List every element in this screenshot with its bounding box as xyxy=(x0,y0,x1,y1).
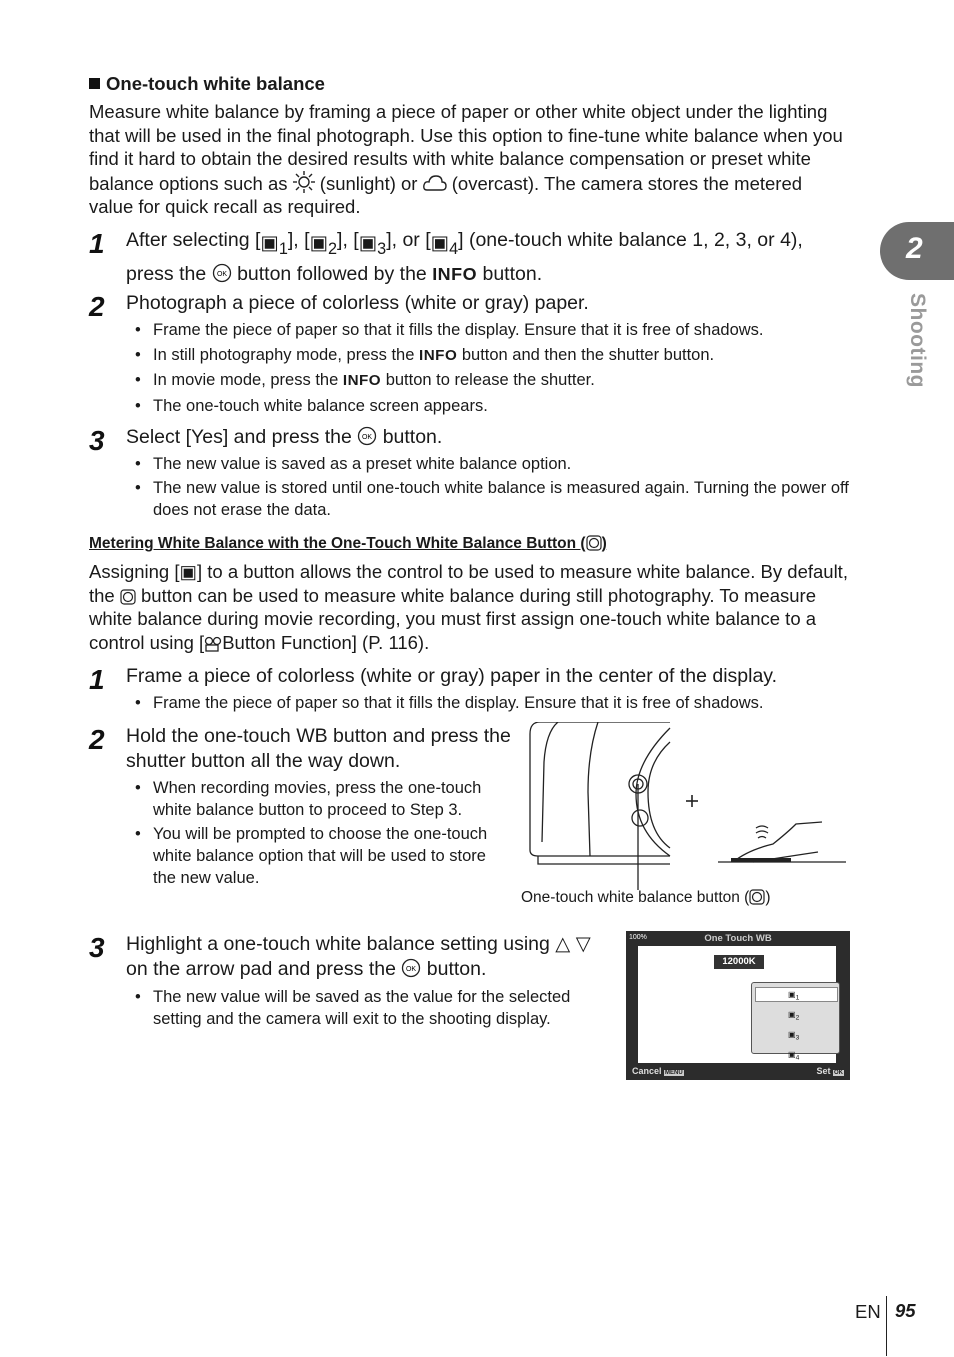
step-number: 3 xyxy=(89,932,105,963)
sunlight-icon xyxy=(293,171,315,193)
wb-one-touch-icon: $▣_4$ xyxy=(430,232,459,258)
wb-button-icon xyxy=(749,889,765,905)
sunlight-text: (sunlight) or xyxy=(319,172,418,194)
list-item: • In still photography mode, press the INFO button and then the shutter button. xyxy=(127,343,847,369)
intro-text: Measure white balance by framing a piece of paper or other white object under the lighting that will be used in the final photograph. Use this option to fine-tune white balance when you find it hard to obtain the desired results with white balance compensation or preset white balance options such as xyxy=(89,101,843,194)
wb-one-touch-icon: ▣ xyxy=(179,561,197,582)
chapter-label: Shooting xyxy=(906,293,929,388)
section-heading-text: One-touch white balance xyxy=(106,73,325,94)
wb-option-menu[interactable] xyxy=(751,982,840,1062)
metering-paragraph: Assigning [▣] to a button allows the control to be used to measure white balance. By default, the button can be used to measure white balance during still photography. To measure white balance during movie recording, you must first assign one-touch white balance to a control using [ Button Function] (P. 116). xyxy=(89,561,848,653)
svg-text:OK: OK xyxy=(216,270,227,278)
svg-text:OK: OK xyxy=(406,966,417,973)
metering-step-2-text: Hold the one-touch WB button and press the shutter button all the way down. xyxy=(126,725,511,772)
wb-value: 12000K xyxy=(714,955,764,969)
wb-option[interactable]: $▣_1$ xyxy=(788,990,800,1002)
step-text-part: ], [ xyxy=(287,229,310,251)
list-item: • The new value is saved as a preset white balance option. xyxy=(127,453,852,475)
info-key: INFO xyxy=(432,263,478,284)
step-text-part: ] (one-touch white balance 1, 2, 3, or 4), press the xyxy=(126,229,803,285)
metering-step-1-bullets xyxy=(127,692,852,714)
step-1-text xyxy=(126,228,846,287)
list-item: • When recording movies, press the one-touch white balance button to proceed to Step 3. xyxy=(127,777,492,821)
metering-step-2-bullets xyxy=(127,777,492,889)
step-3-text: Select [Yes] and press the OK button. xyxy=(126,426,443,448)
wb-one-touch-icon: $▣_3$ xyxy=(358,232,387,258)
screen-title: One Touch WB xyxy=(704,933,772,944)
step-number: 1 xyxy=(89,228,105,259)
movie-icon xyxy=(204,636,222,652)
list-item: • Frame the piece of paper so that it fills the display. Ensure that it is free of shadows. xyxy=(127,692,852,714)
figure-caption: One-touch white balance button ( ) xyxy=(521,889,771,906)
step-number: 2 xyxy=(89,724,105,755)
square-bullet-icon xyxy=(89,78,100,89)
svg-text:OK: OK xyxy=(362,434,373,441)
cancel-label[interactable]: Cancel MENU xyxy=(632,1066,683,1076)
screen-body xyxy=(638,946,836,1063)
ok-button-icon xyxy=(212,263,232,283)
chapter-tab xyxy=(880,222,954,280)
metering-step-1-text: Frame a piece of colorless (white or gray) paper in the center of the display. xyxy=(126,665,778,687)
list-item: • The one-touch white balance screen appears. xyxy=(127,394,847,419)
step-text-part: button followed by the xyxy=(237,262,427,285)
set-label[interactable]: Set OK xyxy=(816,1066,843,1076)
step-text-part: After selecting [ xyxy=(126,229,261,251)
arrow-pad-icon: △ ▽ xyxy=(555,933,591,955)
metering-heading: Metering White Balance with the One-Touch White Balance Button ( ) xyxy=(89,535,607,552)
language-label: EN xyxy=(855,1301,881,1322)
ok-key: OK xyxy=(834,1070,843,1076)
list-item: • The new value is stored until one-touch white balance is measured again. Turning the power off does not erase the data. xyxy=(127,477,852,521)
wb-option[interactable]: $▣_2$ xyxy=(788,1010,800,1022)
overcast-icon xyxy=(423,173,447,193)
step-text-part: ], or [ xyxy=(386,229,431,251)
list-item: • In movie mode, press the INFO button to release the shutter. xyxy=(127,368,847,394)
camera-illustration xyxy=(528,722,850,890)
list-item: • Frame the piece of paper so that it fills the display. Ensure that it is free of shadows. xyxy=(127,318,847,343)
ok-button-icon xyxy=(401,958,421,978)
metering-step-3-text: Highlight a one-touch white balance setting using △ ▽ on the arrow pad and press the OK button. xyxy=(126,933,591,980)
chapter-number: 2 xyxy=(906,232,923,265)
wb-option[interactable]: $▣_3$ xyxy=(788,1030,800,1042)
step-number: 3 xyxy=(89,425,105,456)
step-2-text: Photograph a piece of colorless (white or gray) paper. xyxy=(126,292,589,314)
metering-step-3-bullets xyxy=(127,986,609,1030)
wb-one-touch-icon: $▣_2$ xyxy=(309,232,338,258)
overcast-text: (overcast). xyxy=(451,172,540,194)
step-number: 2 xyxy=(89,291,105,322)
wb-button-icon xyxy=(120,589,136,605)
intro-paragraph xyxy=(89,100,849,219)
battery-indicator: 100% xyxy=(629,934,647,941)
page-number: 95 xyxy=(895,1300,916,1321)
wb-one-touch-icon: $▣_1$ xyxy=(260,232,288,258)
ok-button-icon xyxy=(357,426,377,446)
camera-screen xyxy=(626,931,850,1080)
wb-option[interactable]: $▣_4$ xyxy=(788,1050,800,1062)
step-text-part: ], [ xyxy=(337,229,359,251)
step-text-part: button. xyxy=(482,262,543,285)
list-item: • The new value will be saved as the value for the selected setting and the camera will exit to the shooting display. xyxy=(127,986,609,1030)
wb-button-icon xyxy=(586,535,602,551)
intro-end-text: The camera stores the metered value for quick recall as required. xyxy=(89,172,803,218)
footer-divider xyxy=(886,1296,887,1356)
section-heading xyxy=(89,73,325,95)
step-number: 1 xyxy=(89,664,105,695)
wb-options xyxy=(788,987,799,1067)
list-item: • You will be prompted to choose the one-touch white balance option that will be used to store the new value. xyxy=(127,823,492,889)
menu-key: MENU xyxy=(665,1070,683,1076)
step-2-bullets xyxy=(127,318,847,418)
step-3-bullets xyxy=(127,453,852,521)
